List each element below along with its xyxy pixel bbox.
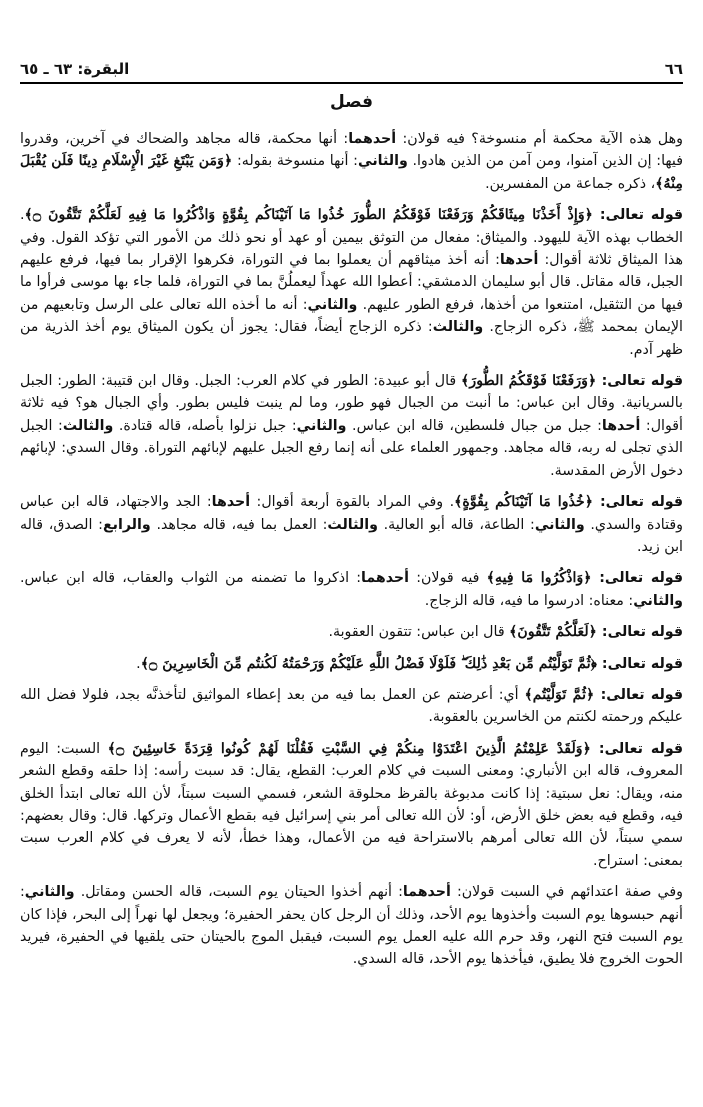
paragraph-tawallaytum-verse: قوله تعالى: ﴿ثُمَّ تَوَلَّيْتُم مِّن بَعْدِ ذَٰلِكَ ۖ فَلَوْلَا فَضْلُ اللَّهِ عَلَيْكُمْ وَرَحْمَتُهُ لَكُنتُم مِّنَ الْخَاسِرِينَ ۝﴾. — [136, 655, 683, 672]
quran-quote: ﴿وَاذْكُرُوا مَا فِيهِ﴾ — [486, 570, 592, 587]
quran-quote: ﴿وَرَفَعْنَا فَوْقَكُمُ الطُّورَ﴾ — [461, 373, 597, 390]
paragraph-covenant: قوله تعالى: ﴿وَإِذْ أَخَذْنَا مِيثَاقَكُمْ وَرَفَعْنَا فَوْقَكُمُ الطُّورَ خُذُوا مَا آتَيْنَاكُم بِقُوَّةٍ وَاذْكُرُوا مَا فِيهِ لَعَلَّكُمْ تَتَّقُونَ ۝﴾. الخطاب بهذه الآية لليهود. والميثاق: مفعال من التوثق بيمين أو عهد أو نحو ذلك من الأمور التي تؤكد القول. وفي هذا الميثاق ثلاثة أقوال: أحدها: أنه أخذ ميثاقهم أن يعملوا بما في التوراة، فكرهوا الإقرار بما فيها، فرفع عليهم الجبل، قاله مقاتل. قال أبو سليمان الدمشقي: أعطوا الله عهداً ليعملُنَّ بما في التوراة، فلما جاء بها موسى فرأوا ما فيها من التثقيل، امتنعوا من أخذها، فرفع الطور عليهم. والثاني: أنه ما أخذه الله تعالى على الرسل وتابعيهم من الإيمان بمحمد ﷺ، ذكره الزجاج. والثالث: ذكره الزجاج أيضاً، فقال: يجوز أن يكون الميثاق يوم أخذ الذرية من ظهر آدم. — [20, 207, 684, 358]
quran-quote: ﴿ثُمَّ تَوَلَّيْتُم﴾ — [524, 686, 595, 703]
opinion-label: أحدها — [211, 494, 251, 511]
paragraph-quwwa: قوله تعالى: ﴿خُذُوا مَا آتَيْنَاكُم بِقُوَّةٍ﴾. وفي المراد بالقوة أربعة أقوال: أحدها: الجد والاجتهاد، قاله ابن عباس وقتادة والسدي. والثاني: الطاعة، قاله أبو العالية. والثالث: العمل بما فيه، قاله مجاهد. والرابع: الصدق، قاله ابن زيد. — [20, 494, 684, 555]
opinion-label: والثالث — [432, 319, 484, 336]
verse-lead: قوله تعالى: — [596, 373, 683, 390]
opinion-label: والثاني — [24, 884, 75, 901]
verse-lead: قوله تعالى: — [590, 740, 683, 757]
running-head — [20, 52, 683, 78]
paragraph-itida: وفي صفة اعتدائهم في السبت قولان: أحدهما: أنهم أخذوا الحيتان يوم السبت، قاله الحسن ومقاتل. والثاني: أنهم حبسوها يوم السبت وأخذوها يوم الأحد، وذلك أن الرجل كان يحفر الحفيرة؛ ويجعل لها نهراً إلى البحر، فإذا كان يوم السبت فتح النهر، وقد حرم الله عليه العمل يوم السبت، فيقبل الموج بالحيتان حتى يلقيها في الحفيرة، فيريد الحوت الخروج فلا يطيق، فيأخذها يوم الأحد، قاله السدي. — [20, 884, 683, 968]
opinion-label: والرابع — [102, 516, 151, 533]
page-number: ٦٦ — [664, 60, 683, 78]
opinion-label: أحدهما — [348, 131, 397, 147]
opinion-label: والثاني — [357, 153, 408, 170]
verse-lead: قوله تعالى: — [593, 207, 684, 224]
verse-lead: قوله تعالى: — [596, 624, 683, 641]
quran-quote: ﴿وَإِذْ أَخَذْنَا مِيثَاقَكُمْ وَرَفَعْنَا فَوْقَكُمُ الطُّورَ خُذُوا مَا آتَيْنَاكُم بِقُوَّةٍ وَاذْكُرُوا مَا فِيهِ لَعَلَّكُمْ تَتَّقُونَ ۝﴾ — [24, 207, 593, 224]
opinion-label: والثالث — [327, 516, 378, 533]
quran-quote: ﴿وَلَقَدْ عَلِمْتُمُ الَّذِينَ اعْتَدَوْا مِنكُمْ فِي السَّبْتِ فَقُلْنَا لَهُمْ كُونُوا قِرَدَةً خَاسِئِينَ ۝﴾ — [107, 740, 591, 757]
opinion-label: أحدها — [499, 252, 539, 269]
paragraph-tattaqun: قوله تعالى: ﴿لَعَلَّكُمْ تَتَّقُونَ﴾ قال ابن عباس: تتقون العقوبة. — [328, 624, 683, 641]
body-text — [20, 128, 683, 980]
opinion-label: والثالث — [62, 417, 114, 434]
quran-quote: ﴿خُذُوا مَا آتَيْنَاكُم بِقُوَّةٍ﴾ — [454, 494, 594, 511]
paragraph-sabt: قوله تعالى: ﴿وَلَقَدْ عَلِمْتُمُ الَّذِينَ اعْتَدَوْا مِنكُمْ فِي السَّبْتِ فَقُلْنَا لَهُمْ كُونُوا قِرَدَةً خَاسِئِينَ ۝﴾ السبت: اليوم المعروف، قاله ابن الأنباري: ومعنى السبت في كلام العرب: القطع، يقال: قد سبت رأسه: إذا حلقه وقطع الشعر منه، ويقال: نعل سبتية: إذا كانت مدبوغة بالقرظ محلوقة الشعر، فسمي السبت سبتاً، لأن الله تعالى ابتدأ الخلق فيه، وقطع فيه بعض خلق الأرض، أو: لأن الله تعالى أمر بني إسرائيل فيه بقطع الأعمال وتركها. قال: وقال بعضهم: سمي سبتاً، لأن الله تعالى أمرهم بالاستراحة فيه من الأعمال، وهذا خطأ، لأنه لا يعرف في كلام العرب سبت بمعنى: استراح. — [20, 740, 683, 869]
paragraph-udhkuru: قوله تعالى: ﴿وَاذْكُرُوا مَا فِيهِ﴾ فيه قولان: أحدهما: اذكروا ما تضمنه من الثواب والعقاب، قاله ابن عباس. والثاني: معناه: ادرسوا ما فيه، قاله الزجاج. — [20, 570, 683, 609]
quran-quote: ﴿لَعَلَّكُمْ تَتَّقُونَ﴾ — [509, 624, 597, 641]
header-rule — [20, 82, 683, 84]
quran-quote: ﴿وَمَن يَبْتَغِ غَيْرَ الْإِسْلَامِ دِينًا فَلَن يُقْبَلَ مِنْهُ﴾ — [20, 153, 683, 192]
paragraph-abrogation: وهل هذه الآية محكمة أم منسوخة؟ فيه قولان: أحدهما: أنها محكمة، قاله مجاهد والضحاك في آخرين، وقدروا فيها: إن الذين آمنوا، ومن آمن من الذين هادوا. والثاني: أنها منسوخة بقوله: ﴿وَمَن يَبْتَغِ غَيْرَ الْإِسْلَامِ دِينًا فَلَن يُقْبَلَ مِنْهُ﴾، ذكره جماعة من المفسرين. — [20, 131, 683, 192]
verse-lead: قوله تعالى: — [596, 655, 683, 672]
verse-lead: قوله تعالى: — [594, 686, 683, 703]
opinion-label: والثاني — [307, 296, 358, 313]
surah-range: البقرة: ٦٣ ـ ٦٥ — [20, 60, 130, 78]
verse-lead: قوله تعالى: — [593, 494, 683, 511]
opinion-label: أحدهما — [402, 884, 451, 901]
paragraph-tur: قوله تعالى: ﴿وَرَفَعْنَا فَوْقَكُمُ الطُّورَ﴾ قال أبو عبيدة: الطور في كلام العرب: الجبل. وقال ابن قتيبة: الطور: الجبل بالسريانية. وقال ابن عباس: ما أنبت من الجبال فهو طور، وما لم ينبت فليس بطور. وأي الجبال هو؟ فيه ثلاثة أقوال: أحدها: جبل من جبال فلسطين، قاله ابن عباس. والثاني: جبل نزلوا بأصله، قاله قتادة. والثالث: الجبل الذي تجلى له ربه، قاله مجاهد. وجمهور العلماء على أنه إنما رفع الجبل عليهم لإبائهم التوراة. وقال السدي: لإبائهم دخول الأرض المقدسة. — [20, 373, 683, 479]
quran-quote: ﴿ثُمَّ تَوَلَّيْتُم مِّن بَعْدِ ذَٰلِكَ ۖ فَلَوْلَا فَضْلُ اللَّهِ عَلَيْكُمْ وَرَحْمَتُهُ لَكُنتُم مِّنَ الْخَاسِرِينَ ۝﴾ — [140, 655, 597, 672]
opinion-label: والثاني — [296, 417, 347, 434]
section-title: فصل — [329, 92, 374, 112]
paragraph-tawallaytum: قوله تعالى: ﴿ثُمَّ تَوَلَّيْتُم﴾ أي: أعرضتم عن العمل بما فيه من بعد إعطاء المواثيق لتأخذنَّه بجد، فلولا فضل الله عليكم ورحمته لكنتم من الخاسرين بالعقوبة. — [20, 686, 683, 726]
opinion-label: والثاني — [633, 592, 683, 609]
opinion-label: أحدهما — [361, 570, 409, 587]
verse-lead: قوله تعالى: — [591, 570, 683, 587]
opinion-label: أحدها — [601, 417, 641, 434]
opinion-label: والثاني — [534, 516, 585, 533]
